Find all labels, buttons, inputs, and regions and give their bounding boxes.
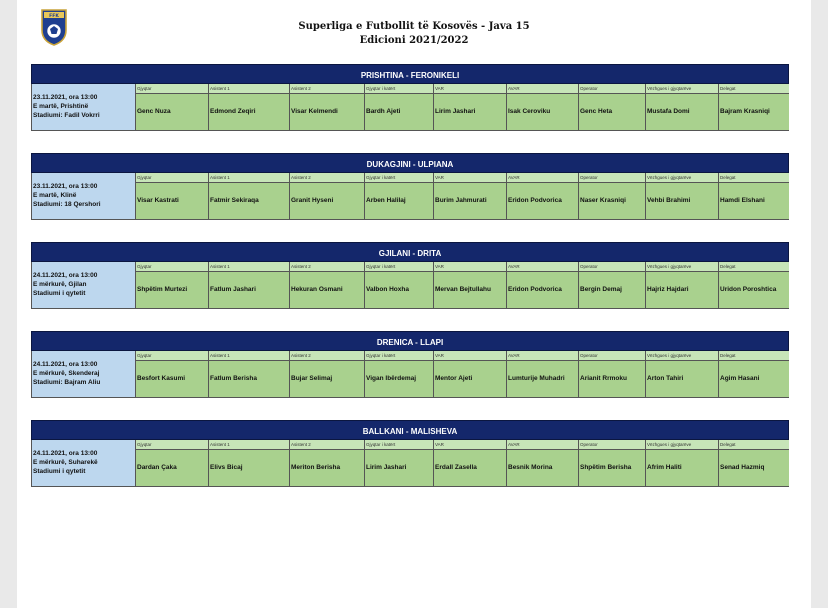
official-name: Eridon Podvorica bbox=[507, 183, 578, 219]
official-name: Naser Krasniqi bbox=[579, 183, 645, 219]
role-label: Gjyqtar i katërt bbox=[365, 84, 433, 94]
official-cell bbox=[434, 84, 507, 130]
role-label: Asistent 1 bbox=[209, 440, 289, 450]
official-cell bbox=[434, 440, 507, 486]
official-cell bbox=[290, 440, 365, 486]
official-name: Agim Hasani bbox=[719, 361, 789, 397]
role-label: Vëzhgues i gjyqtarëve bbox=[646, 351, 718, 361]
official-name: Bergin Demaj bbox=[579, 272, 645, 308]
match-info bbox=[32, 173, 136, 219]
role-label: Asistent 2 bbox=[290, 440, 364, 450]
match-block bbox=[31, 153, 789, 220]
official-name: Senad Hazmiq bbox=[719, 450, 789, 486]
official-cell bbox=[290, 262, 365, 308]
role-label: Operator bbox=[579, 440, 645, 450]
role-label: Delegat bbox=[719, 84, 789, 94]
match-date: 24.11.2021, ora 13:00 bbox=[33, 361, 98, 368]
role-label: Gjyqtar bbox=[136, 351, 208, 361]
official-name: Valbon Hoxha bbox=[365, 272, 433, 308]
official-cell bbox=[365, 173, 434, 219]
official-cell bbox=[209, 262, 290, 308]
official-cell bbox=[365, 262, 434, 308]
official-name: Elivs Bicaj bbox=[209, 450, 289, 486]
role-label: Operator bbox=[579, 262, 645, 272]
role-label: AVAR bbox=[507, 173, 578, 183]
match-block bbox=[31, 242, 789, 309]
official-cell bbox=[719, 84, 789, 130]
officials-row bbox=[31, 440, 789, 487]
role-label: VAR bbox=[434, 84, 506, 94]
official-name: Granit Hyseni bbox=[290, 183, 364, 219]
official-name: Besfort Kasumi bbox=[136, 361, 208, 397]
match-day-city: E martë, Klinë bbox=[33, 192, 77, 199]
role-label: Gjyqtar bbox=[136, 440, 208, 450]
role-label: Operator bbox=[579, 84, 645, 94]
official-name: Meriton Berisha bbox=[290, 450, 364, 486]
match-day-city: E martë, Prishtinë bbox=[33, 103, 89, 110]
official-cell bbox=[579, 84, 646, 130]
official-name: Visar Kelmendi bbox=[290, 94, 364, 130]
official-cell bbox=[136, 173, 209, 219]
role-label: Asistent 2 bbox=[290, 262, 364, 272]
official-cell bbox=[365, 440, 434, 486]
role-label: Gjyqtar i katërt bbox=[365, 351, 433, 361]
document-page bbox=[17, 0, 811, 608]
role-label: Asistent 2 bbox=[290, 351, 364, 361]
match-title: PRISHTINA - FERONIKELI bbox=[31, 64, 789, 84]
role-label: Vëzhgues i gjyqtarëve bbox=[646, 440, 718, 450]
match-info bbox=[32, 84, 136, 130]
official-name: Afrim Haliti bbox=[646, 450, 718, 486]
role-label: Gjyqtar bbox=[136, 84, 208, 94]
official-cell bbox=[579, 262, 646, 308]
match-title: DRENICA - LLAPI bbox=[31, 331, 789, 351]
official-cell bbox=[507, 173, 579, 219]
role-label: AVAR bbox=[507, 262, 578, 272]
official-name: Arben Halilaj bbox=[365, 183, 433, 219]
role-label: Asistent 2 bbox=[290, 173, 364, 183]
role-label: AVAR bbox=[507, 84, 578, 94]
match-date: 23.11.2021, ora 13:00 bbox=[33, 183, 98, 190]
match-stadium: Stadiumi: 18 Qershori bbox=[33, 201, 101, 208]
match-day-city: E mërkurë, Gjilan bbox=[33, 281, 87, 288]
official-name: Bujar Selimaj bbox=[290, 361, 364, 397]
match-day-city: E mërkurë, Skenderaj bbox=[33, 370, 100, 377]
official-name: Arianit Rrmoku bbox=[579, 361, 645, 397]
official-cell bbox=[290, 84, 365, 130]
official-cell bbox=[290, 173, 365, 219]
official-cell bbox=[719, 440, 789, 486]
official-cell bbox=[136, 440, 209, 486]
role-label: Asistent 1 bbox=[209, 351, 289, 361]
official-cell bbox=[507, 351, 579, 397]
official-cell bbox=[646, 84, 719, 130]
officials-row bbox=[31, 173, 789, 220]
official-name: Shpëtim Berisha bbox=[579, 450, 645, 486]
official-name: Fatlum Jashari bbox=[209, 272, 289, 308]
official-name: Hamdi Elshani bbox=[719, 183, 789, 219]
official-name: Vehbi Brahimi bbox=[646, 183, 718, 219]
match-info bbox=[32, 262, 136, 308]
document-title: Superliga e Futbollit të Kosovës - Java 15 bbox=[298, 21, 530, 32]
official-cell bbox=[209, 440, 290, 486]
official-name: Shpëtim Murtezi bbox=[136, 272, 208, 308]
official-cell bbox=[209, 351, 290, 397]
role-label: Delegat bbox=[719, 351, 789, 361]
role-label: Operator bbox=[579, 351, 645, 361]
official-cell bbox=[209, 173, 290, 219]
role-label: Gjyqtar i katërt bbox=[365, 173, 433, 183]
official-cell bbox=[507, 262, 579, 308]
role-label: Asistent 1 bbox=[209, 84, 289, 94]
official-cell bbox=[136, 262, 209, 308]
official-cell bbox=[209, 84, 290, 130]
official-name: Fatlum Berisha bbox=[209, 361, 289, 397]
official-cell bbox=[434, 262, 507, 308]
official-name: Mervan Bejtullahu bbox=[434, 272, 506, 308]
official-name: Dardan Çaka bbox=[136, 450, 208, 486]
role-label: Gjyqtar bbox=[136, 262, 208, 272]
role-label: Delegat bbox=[719, 440, 789, 450]
match-date: 23.11.2021, ora 13:00 bbox=[33, 94, 98, 101]
match-title: BALLKANI - MALISHEVA bbox=[31, 420, 789, 440]
official-name: Hajriz Hajdari bbox=[646, 272, 718, 308]
official-cell bbox=[646, 262, 719, 308]
official-cell bbox=[579, 173, 646, 219]
official-cell bbox=[136, 84, 209, 130]
match-stadium: Stadiumi i qytetit bbox=[33, 290, 86, 297]
role-label: Asistent 1 bbox=[209, 262, 289, 272]
role-label: Asistent 2 bbox=[290, 84, 364, 94]
officials-row bbox=[31, 84, 789, 131]
official-name: Lirim Jashari bbox=[365, 450, 433, 486]
official-cell bbox=[719, 173, 789, 219]
official-cell bbox=[507, 84, 579, 130]
official-name: Bardh Ajeti bbox=[365, 94, 433, 130]
match-info bbox=[32, 440, 136, 486]
official-name: Genc Nuza bbox=[136, 94, 208, 130]
match-stadium: Stadiumi: Bajram Aliu bbox=[33, 379, 101, 386]
official-name: Arton Tahiri bbox=[646, 361, 718, 397]
match-stadium: Stadiumi: Fadil Vokrri bbox=[33, 112, 100, 119]
official-name: Vigan Ibërdemaj bbox=[365, 361, 433, 397]
role-label: AVAR bbox=[507, 351, 578, 361]
officials-row bbox=[31, 262, 789, 309]
logo-text: FFK bbox=[49, 14, 59, 19]
official-name: Mustafa Domi bbox=[646, 94, 718, 130]
match-block bbox=[31, 331, 789, 398]
official-name: Besnik Morina bbox=[507, 450, 578, 486]
official-cell bbox=[719, 351, 789, 397]
role-label: Operator bbox=[579, 173, 645, 183]
role-label: Vëzhgues i gjyqtarëve bbox=[646, 262, 718, 272]
officials-row bbox=[31, 351, 789, 398]
role-label: VAR bbox=[434, 351, 506, 361]
official-cell bbox=[434, 351, 507, 397]
match-date: 24.11.2021, ora 13:00 bbox=[33, 450, 98, 457]
role-label: Gjyqtar bbox=[136, 173, 208, 183]
official-cell bbox=[290, 351, 365, 397]
official-cell bbox=[579, 440, 646, 486]
match-info bbox=[32, 351, 136, 397]
match-title: GJILANI - DRITA bbox=[31, 242, 789, 262]
role-label: Gjyqtar i katërt bbox=[365, 440, 433, 450]
official-cell bbox=[579, 351, 646, 397]
official-name: Mentor Ajeti bbox=[434, 361, 506, 397]
official-name: Isak Ceroviku bbox=[507, 94, 578, 130]
role-label: Asistent 1 bbox=[209, 173, 289, 183]
role-label: VAR bbox=[434, 440, 506, 450]
match-block bbox=[31, 420, 789, 487]
role-label: VAR bbox=[434, 262, 506, 272]
official-name: Bajram Krasniqi bbox=[719, 94, 789, 130]
official-name: Visar Kastrati bbox=[136, 183, 208, 219]
official-cell bbox=[434, 173, 507, 219]
role-label: Delegat bbox=[719, 173, 789, 183]
match-stadium: Stadiumi i qytetit bbox=[33, 468, 86, 475]
role-label: Gjyqtar i katërt bbox=[365, 262, 433, 272]
role-label: Vëzhgues i gjyqtarëve bbox=[646, 84, 718, 94]
role-label: Delegat bbox=[719, 262, 789, 272]
official-name: Eridon Podvorica bbox=[507, 272, 578, 308]
document-subtitle: Edicioni 2021/2022 bbox=[359, 35, 469, 46]
match-title: DUKAGJINI - ULPIANA bbox=[31, 153, 789, 173]
official-cell bbox=[646, 351, 719, 397]
official-name: Erdall Zasella bbox=[434, 450, 506, 486]
official-cell bbox=[136, 351, 209, 397]
role-label: AVAR bbox=[507, 440, 578, 450]
official-cell bbox=[365, 84, 434, 130]
official-cell bbox=[646, 173, 719, 219]
match-day-city: E mërkurë, Suharekë bbox=[33, 459, 98, 466]
official-cell bbox=[507, 440, 579, 486]
official-name: Edmond Zeqiri bbox=[209, 94, 289, 130]
official-name: Genc Heta bbox=[579, 94, 645, 130]
official-name: Lirim Jashari bbox=[434, 94, 506, 130]
official-cell bbox=[719, 262, 789, 308]
official-name: Lumturije Muhadri bbox=[507, 361, 578, 397]
match-block bbox=[31, 64, 789, 131]
official-name: Burim Jahmurati bbox=[434, 183, 506, 219]
official-name: Fatmir Sekiraqa bbox=[209, 183, 289, 219]
official-cell bbox=[365, 351, 434, 397]
role-label: Vëzhgues i gjyqtarëve bbox=[646, 173, 718, 183]
match-date: 24.11.2021, ora 13:00 bbox=[33, 272, 98, 279]
official-cell bbox=[646, 440, 719, 486]
role-label: VAR bbox=[434, 173, 506, 183]
official-name: Uridon Poroshtica bbox=[719, 272, 789, 308]
official-name: Hekuran Osmani bbox=[290, 272, 364, 308]
